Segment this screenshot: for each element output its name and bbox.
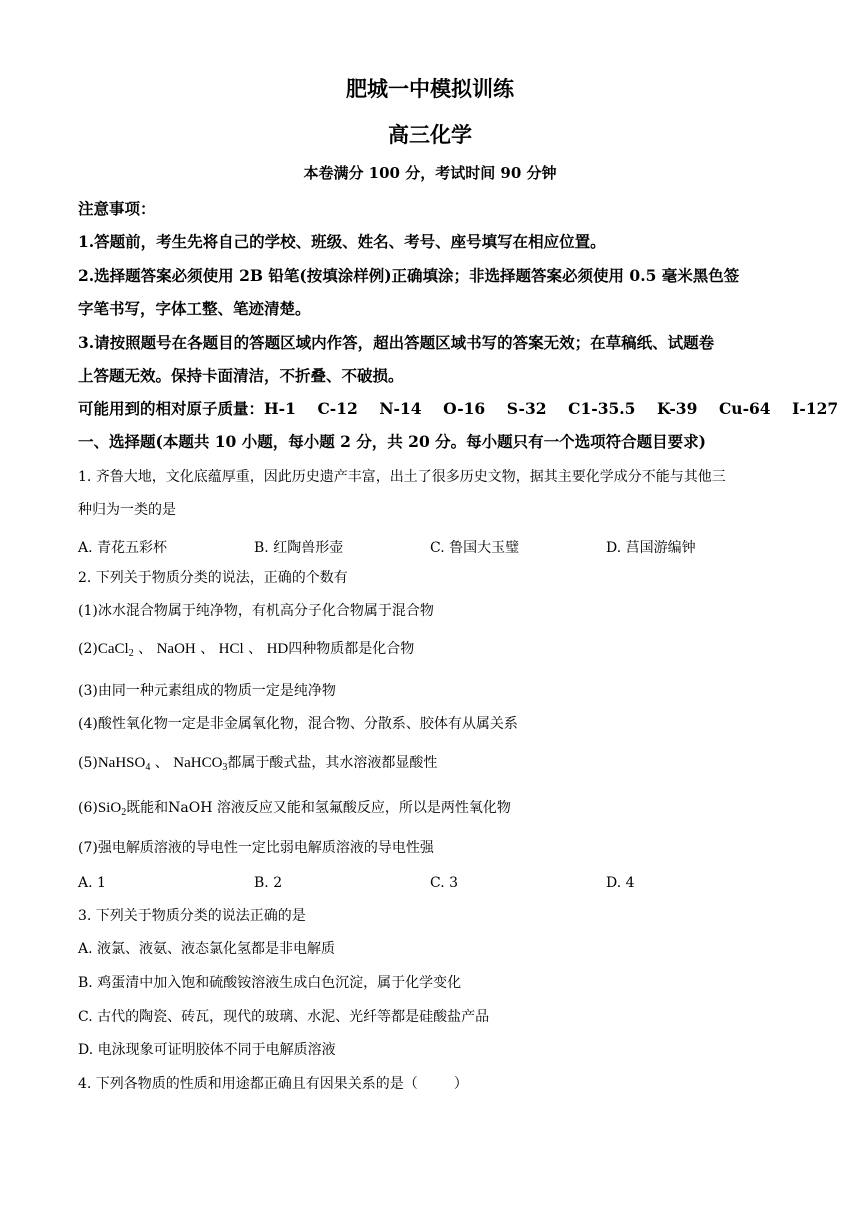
- q4-stem-end: ）: [453, 1076, 468, 1092]
- q2-s2-sep-2: 、: [200, 641, 215, 657]
- section-heading: 一、选择题(本题共 10 小题，每小题 2 分，共 20 分。每小题只有一个选项符合题目要求): [78, 432, 706, 451]
- q1-option-c: C. 鲁国大玉璧: [430, 540, 520, 556]
- formula-nahco3-base: NaHCO: [173, 755, 223, 771]
- exam-info: 本卷满分 100 分，考试时间 90 分钟: [303, 164, 557, 182]
- q1-stem-line-2: 种归为一类的是: [78, 502, 176, 518]
- formula-nahso4: [98, 755, 151, 771]
- q4-stem-text: 4. 下列各物质的性质和用途都正确且有因果关系的是（: [78, 1076, 418, 1092]
- formula-cacl2-sub: 2: [128, 648, 134, 659]
- q2-s2-tail: 四种物质都是化合物: [288, 641, 415, 657]
- q3-stem: 3. 下列关于物质分类的说法正确的是: [78, 908, 306, 924]
- q2-option-d: D. 4: [606, 875, 635, 891]
- subject-title: 高三化学: [388, 122, 472, 147]
- note-1: 1.答题前，考生先将自己的学校、班级、姓名、考号、座号填写在相应位置。: [78, 232, 606, 251]
- q4-stem: [78, 1077, 468, 1091]
- formula-nahco3-sub: 3: [222, 762, 228, 773]
- q2-s6-prefix: (6): [78, 800, 98, 816]
- q2-option-b: B. 2: [254, 875, 283, 891]
- q2-s5-tail: 都属于酸式盐，其水溶液都显酸性: [227, 755, 438, 771]
- q3-option-a: A. 液氯、液氨、液态氯化氢都是非电解质: [78, 941, 336, 957]
- notes-heading: 注意事项：: [78, 199, 156, 218]
- formula-cacl2: [98, 641, 134, 657]
- formula-sio2: [98, 800, 126, 816]
- atomic-masses: 可能用到的相对原子质量：H-1 C-12 N-14 O-16 S-32 C1-35.5 K-39 Cu-64 I-127: [78, 399, 839, 418]
- q2-statement-2: [78, 642, 414, 657]
- q3-option-d: D. 电泳现象可证明胶体不同于电解质溶液: [78, 1042, 336, 1058]
- formula-naoh: NaOH: [156, 641, 196, 657]
- note-2-line-1: 2.选择题答案必须使用 2B 铅笔(按填涂样例)正确填涂；非选择题答案必须使用 0.5 毫米黑色签: [78, 266, 740, 285]
- q2-option-a: A. 1: [78, 875, 106, 891]
- q2-statement-7: (7)强电解质溶液的导电性一定比弱电解质溶液的导电性强: [78, 840, 434, 856]
- q1-option-d: D. 莒国游编钟: [606, 540, 696, 556]
- q1-option-a: A. 青花五彩杯: [78, 540, 168, 556]
- q1-stem-line-1: 1. 齐鲁大地，文化底蕴厚重，因此历史遗产丰富，出土了很多历史文物，据其主要化学成分不能与其他三: [78, 469, 726, 485]
- formula-hcl: HCl: [218, 641, 244, 657]
- q3-option-b: B. 鸡蛋清中加入饱和硫酸铵溶液生成白色沉淀，属于化学变化: [78, 975, 462, 991]
- formula-nahso4-sub: 4: [145, 762, 151, 773]
- q2-stem: 2. 下列关于物质分类的说法，正确的个数有: [78, 570, 348, 586]
- note-3-line-1: 3.请按照题号在各题目的答题区域内作答，超出答题区域书写的答案无效；在草稿纸、试题卷: [78, 333, 715, 352]
- note-2-line-2: 字笔书写，字体工整、笔迹清楚。: [78, 299, 311, 318]
- q2-statement-3: (3)由同一种元素组成的物质一定是纯净物: [78, 683, 336, 699]
- q2-statement-5: [78, 756, 437, 771]
- formula-nahso4-base: NaHSO: [97, 755, 146, 771]
- q2-s5-sep: 、: [154, 755, 169, 771]
- formula-nahco3: [173, 755, 227, 771]
- q2-s2-prefix: (2): [78, 641, 98, 657]
- q2-statement-6: [78, 801, 511, 816]
- q1-option-b: B. 红陶兽形壶: [254, 540, 344, 556]
- q2-option-c: C. 3: [430, 875, 459, 891]
- q2-s2-sep-1: 、: [138, 641, 153, 657]
- q2-s6-tail: 既能和NaOH 溶液反应又能和氢氟酸反应，所以是两性氧化物: [126, 800, 511, 816]
- formula-sio2-base: SiO: [97, 800, 122, 816]
- q2-statement-1: (1)冰水混合物属于纯净物，有机高分子化合物属于混合物: [78, 603, 434, 619]
- note-3-line-2: 上答题无效。保持卡面清洁，不折叠、不破损。: [78, 366, 404, 385]
- q2-s2-sep-3: 、: [248, 641, 263, 657]
- formula-cacl2-base: CaCl: [97, 641, 129, 657]
- q2-s5-prefix: (5): [78, 755, 98, 771]
- formula-sio2-sub: 2: [121, 807, 127, 818]
- formula-hd: HD: [266, 641, 289, 657]
- q3-option-c: C. 古代的陶瓷、砖瓦，现代的玻璃、水泥、光纤等都是硅酸盐产品: [78, 1009, 490, 1025]
- page-title: 肥城一中模拟训练: [346, 76, 514, 101]
- q2-statement-4: (4)酸性氧化物一定是非金属氧化物，混合物、分散系、胶体有从属关系: [78, 716, 518, 732]
